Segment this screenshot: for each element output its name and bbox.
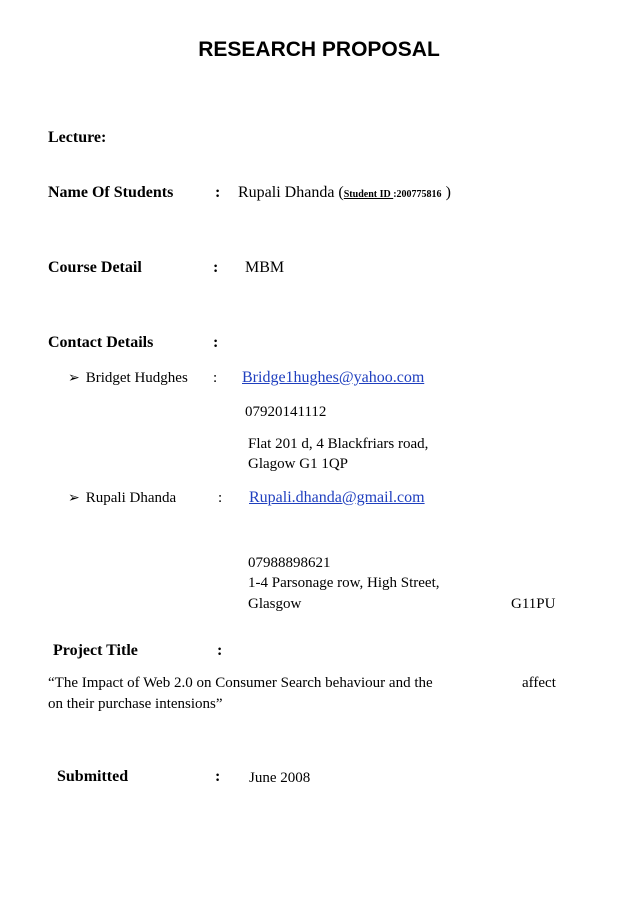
contact-2-name: Rupali Dhanda: [85, 490, 177, 506]
contact-2-name-line: [68, 490, 176, 507]
contact-1-email-link[interactable]: Bridge1hughes@yahoo.com: [242, 369, 425, 386]
project-title-line1-end: affect: [522, 675, 556, 691]
contact-2-postcode: G11PU: [511, 596, 556, 612]
contact-colon: :: [213, 334, 219, 351]
project-title-line1: “The Impact of Web 2.0 on Consumer Search behaviour and the: [48, 675, 433, 691]
contact-1-phone: 07920141112: [245, 404, 327, 420]
students-label: Name Of Students: [48, 184, 174, 201]
course-value: MBM: [245, 259, 285, 276]
contact-2-address-line1: 1-4 Parsonage row, High Street,: [248, 575, 440, 591]
contact-1-name: Bridget Hudghes: [85, 370, 188, 386]
project-title-line2: on their purchase intensions”: [48, 696, 223, 712]
contact-label: Contact Details: [48, 334, 154, 351]
document-title: RESEARCH PROPOSAL: [198, 38, 440, 61]
submitted-label: Submitted: [57, 768, 129, 785]
submitted-colon: :: [215, 768, 221, 785]
lecture-label: Lecture:: [48, 129, 107, 146]
bullet-arrow-icon: ➢: [68, 491, 80, 506]
student-id-label: Student ID: [343, 189, 394, 200]
contact-2-phone: 07988898621: [248, 555, 331, 571]
contact-2-colon: :: [218, 490, 223, 506]
student-id-value: :200775816: [393, 189, 442, 200]
course-label: Course Detail: [48, 259, 142, 276]
student-name-line: [238, 184, 451, 202]
student-close-paren: ): [441, 184, 451, 201]
project-label: Project Title: [53, 642, 138, 659]
contact-1-address-line2: Glagow G1 1QP: [248, 456, 348, 472]
contact-2-email-link[interactable]: Rupali.dhanda@gmail.com: [249, 489, 425, 506]
submitted-value: June 2008: [249, 770, 311, 786]
student-name: Rupali Dhanda (: [238, 184, 344, 201]
contact-1-address-line1: Flat 201 d, 4 Blackfriars road,: [248, 436, 429, 452]
students-colon: :: [215, 184, 221, 201]
project-colon: :: [217, 642, 223, 659]
contact-1-name-line: [68, 370, 188, 387]
contact-2-address-line2: Glasgow: [248, 596, 302, 612]
contact-1-colon: :: [213, 370, 218, 386]
bullet-arrow-icon: ➢: [68, 371, 80, 386]
course-colon: :: [213, 259, 219, 276]
